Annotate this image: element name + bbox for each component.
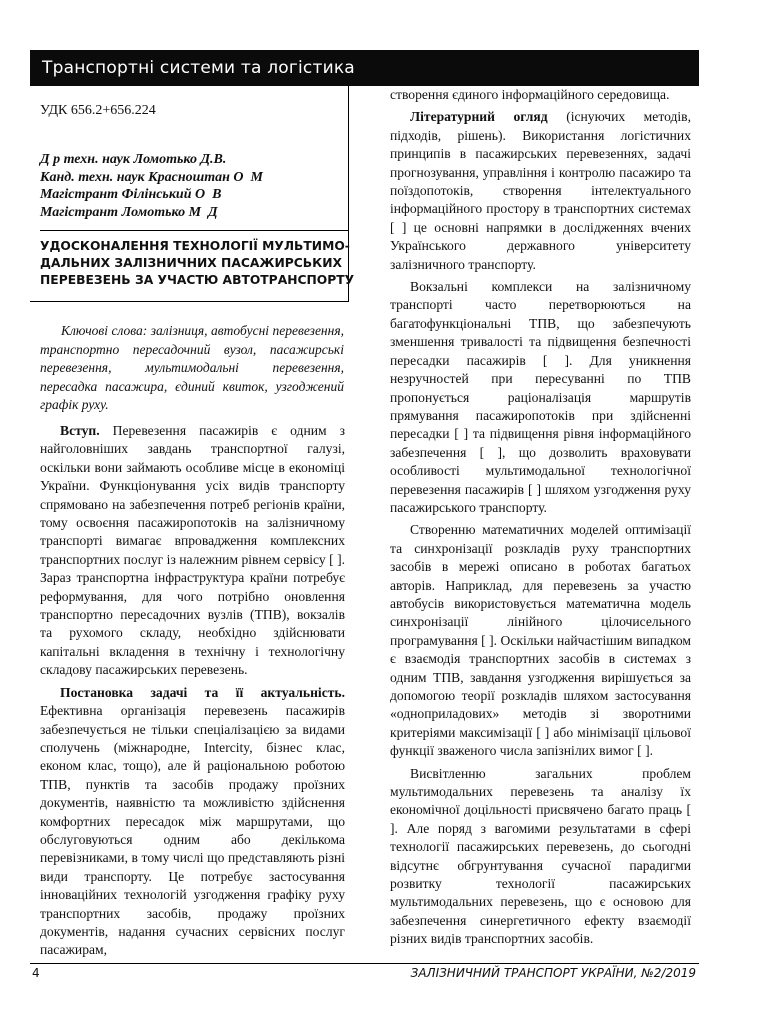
article-title [40,238,355,289]
problem-label: Постановка задачі та її актуальність. [60,684,345,700]
left-column [40,422,345,964]
review-label: Літературний огляд [410,109,548,125]
intro-label: Вступ. [60,423,100,438]
footer-rule [30,963,699,964]
review-paragraph [390,108,691,274]
author-4: Магістрант Ломотько М Д [40,204,218,220]
review-text: (існуючих методів, підходів, рішень). Використання логістичних принципів в пасажирських перевезеннях, задачі прогнозування, управління і контролю пасажиро та поїздопотоків, створення інтелектуального інформаційного простору в транспортних системах [ ] це основні напрямки в дослідженнях вчених Українського державного університету залізничного транспорту. [390,109,691,272]
author-3: Магістрант Філінський О В [40,187,222,202]
keywords-label: Ключові слова: [61,323,148,338]
body-paragraph-3: Висвітленню загальних проблем мультимодальних перевезень та аналізу їх економічної доцільності присвячено багато праць [ ]. Але поряд з вагомими результатами в сфері технології пасажирських перевезень, до сьогодні відсутнє обгрунтування сучасної парадигми розвитку технології пасажирських мультимодальних перевезень, що є основою для забезпечення синергетичного ефекту взаємодії різних видів транспортних засобів. [390,765,691,947]
body-paragraph-2: Створенню математичних моделей оптимізації та синхронізації розкладів руху транспортних засобів в мережі описано в роботах багатьох авторів. Наприклад, для перевезень за участю автобусів використовується математична модель синхронізації лінійного цілочисельного програмування [ ]. Оскільки найчастішим випадком є взаємодія транспортних засобів в системах з одним ТПВ, завдання узгодження вирішується за допомогою теорії розкладів шляхом застосування «одноприладових» методів зі зворотними критеріями максимізації [ ] або мінімізації цільової функції зваженого числа запізнілих вимог [ ]. [390,522,691,759]
keywords-paragraph [40,322,344,415]
continuation-paragraph: створення єдиного інформаційного середовища. [390,87,670,102]
journal-name: ЗАЛІЗНИЧНИЙ ТРАНСПОРТ УКРАЇНИ, №2/2019 [410,966,696,980]
page-number: 4 [32,966,40,980]
intro-paragraph [40,422,345,680]
author-2: Канд. техн. наук Красноштан О М [40,169,263,185]
problem-text: Ефективна організація перевезень пасажирів забезпечується не тільки спеціалізацією за видами сполучень (міжнародне, Intercity, бізнес клас, економ клас, тощо), але й раціональною роботою ТПВ, пунктів та засобів продажу проїзних документів, наявністю та можливістю здійснення комфортних пересадок між маршрутами, що обслуговуються одним або декількома перевізниками, в тому числі що представляють різні види транспорту. Це потребує застосування інноваційних технологій узгодження графіку руху транспортних засобів, продажу проїзних документів, надання сучасних сервісних послуг пасажирам, [40,703,345,958]
title-line-1: УДОСКОНАЛЕННЯ ТЕХНОЛОГІЇ МУЛЬТИМО- [40,239,350,253]
right-column [390,86,691,953]
section-header [30,50,699,86]
keywords-text: залізниця, автобусні перевезення, транспортно пересадочний вузол, пасажирські перевезення, мультимодальні перевезення, пересадка пасажира, єдиний квиток, узгоджений графік руху. [40,323,344,413]
udk-code: УДК 656.2+656.224 [40,103,156,118]
title-top-rule [40,230,349,231]
author-1: Д р техн. наук Ломотько Д.В. [40,152,227,167]
section-title: Транспортні системи та логістика [42,58,355,78]
title-line-3: ПЕРЕВЕЗЕНЬ ЗА УЧАСТЮ АВТОТРАНСПОРТУ [40,273,355,287]
body-paragraph-1: Вокзальні комплекси на залізничному транспорті часто перетворюються на багатофункціональні ТПВ, що забезпечують зменшення тривалості та підвищення безпечності пересадки пасажирів [ ]. Для уникнення незручностей при пересуванні по ТПВ пропонується раціоналізація маршрутів прямування пасажиропотоків при здійсненні пересадки [ ] та підвищення рівня інформаційного забезпечення [ ], що дозволить враховувати особливості мультимодальної технологічної перевезення пасажирів [ ] шляхом узгодження руху пасажирського транспорту. [390,279,691,515]
author-list [40,151,263,221]
problem-paragraph [40,684,345,960]
title-line-2: ДАЛЬНИХ ЗАЛІЗНИЧНИХ ПАСАЖИРСЬКИХ [40,256,342,270]
intro-text: Перевезення пасажирів є одним з найголовніших завдань транспортної галузі, оскільки вони займають особливе місце в економіці України. Функціонування усіх видів транспорту спрямовано на забезпечення потреб регіонів країни, тому освоєння пасажиропотоків на залізничному транспорті вимагає впровадження комплексних транспортних послуг із належним рівнем сервісу [ ]. Зараз транспортна інфраструктура країни потребує реформування, для чого потрібно оновлення транспортно пересадочних вузлів (ТПВ), вокзалів та рухомого складу, необхідно здійснювати капітальні вкладення в технічну і технологічну складову пасажирських перевезень. [40,423,345,678]
